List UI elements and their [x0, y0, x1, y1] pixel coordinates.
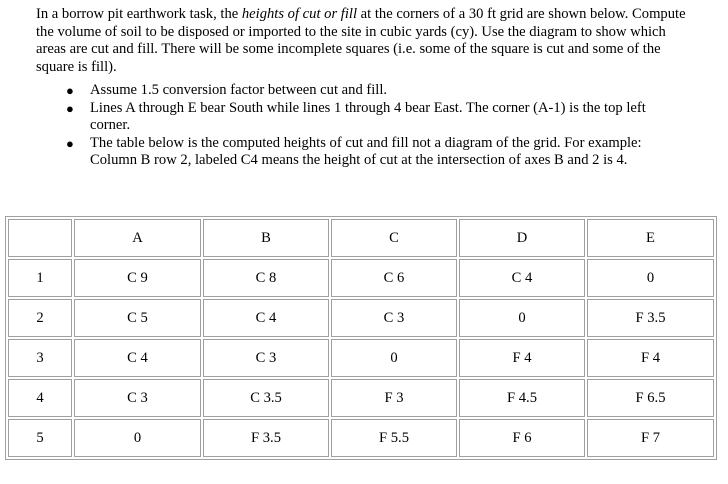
table-cell: C 3 — [203, 339, 329, 377]
header-cell — [8, 219, 72, 257]
table-cell: F 7 — [587, 419, 714, 457]
table-cell: 0 — [459, 299, 585, 337]
bullet-item — [36, 100, 676, 135]
table-cell: 0 — [74, 419, 201, 457]
problem-paragraph — [36, 6, 686, 76]
table-cell: C 4 — [459, 259, 585, 297]
table-cell: F 4 — [587, 339, 714, 377]
table-cell: F 4 — [459, 339, 585, 377]
table-cell: F 3 — [331, 379, 457, 417]
table-cell: F 6.5 — [587, 379, 714, 417]
row-label-cell: 5 — [8, 419, 72, 457]
table-cell: C 9 — [74, 259, 201, 297]
intro-text-end: at the corners of a 30 ft grid are shown below. Compute the volume of soil to be disposed or imported to the site in cubic yards (cy). Use the diagram to show which areas are cut and fill. There will be some incomplete squares (i.e. some of the square is cut and some of the square is fill). — [36, 6, 686, 75]
table-cell: C 3 — [74, 379, 201, 417]
bullet-icon: ● — [66, 83, 74, 98]
table-cell: C 8 — [203, 259, 329, 297]
table-cell: F 4.5 — [459, 379, 585, 417]
table-cell: C 3.5 — [203, 379, 329, 417]
table-cell: C 4 — [203, 299, 329, 337]
header-cell: B — [203, 219, 329, 257]
bullet-item — [36, 82, 676, 100]
table-header-row — [8, 219, 714, 257]
bullet-text: Assume 1.5 conversion factor between cut and fill. — [90, 82, 388, 98]
assumptions-list — [36, 82, 676, 170]
table-cell: F 6 — [459, 419, 585, 457]
table-row — [8, 299, 714, 337]
bullet-item — [36, 135, 676, 170]
row-label-cell: 3 — [8, 339, 72, 377]
table-cell: F 3.5 — [587, 299, 714, 337]
table-row — [8, 339, 714, 377]
intro-text-start: In a borrow pit earthwork task, the — [36, 6, 242, 22]
table-cell: C 4 — [74, 339, 201, 377]
table-cell: C 5 — [74, 299, 201, 337]
row-label-cell: 4 — [8, 379, 72, 417]
row-label-cell: 1 — [8, 259, 72, 297]
table-cell: 0 — [331, 339, 457, 377]
row-label-cell: 2 — [8, 299, 72, 337]
bullet-icon: ● — [66, 100, 74, 116]
header-cell: E — [587, 219, 714, 257]
problem-statement — [36, 6, 686, 76]
intro-italic-phrase: heights of cut or fill — [241, 6, 358, 22]
heights-table-container — [5, 216, 717, 460]
bullet-text: Lines A through E bear South while lines 1 through 4 bear East. The corner (A-1) is the top left corner. — [90, 99, 646, 134]
header-cell: C — [331, 219, 457, 257]
header-cell: A — [74, 219, 201, 257]
table-cell: F 5.5 — [331, 419, 457, 457]
heights-table — [5, 216, 717, 460]
table-cell: C 3 — [331, 299, 457, 337]
table-row — [8, 379, 714, 417]
table-row — [8, 259, 714, 297]
bullet-text: The table below is the computed heights of cut and fill not a diagram of the grid. For example: Column B row 2, labeled C4 means the height of cut at the intersection of axes B and 2 is 4. — [90, 134, 642, 169]
table-cell: C 6 — [331, 259, 457, 297]
table-cell: F 3.5 — [203, 419, 329, 457]
table-cell: 0 — [587, 259, 714, 297]
table-row — [8, 419, 714, 457]
header-cell: D — [459, 219, 585, 257]
bullet-icon: ● — [66, 135, 74, 151]
